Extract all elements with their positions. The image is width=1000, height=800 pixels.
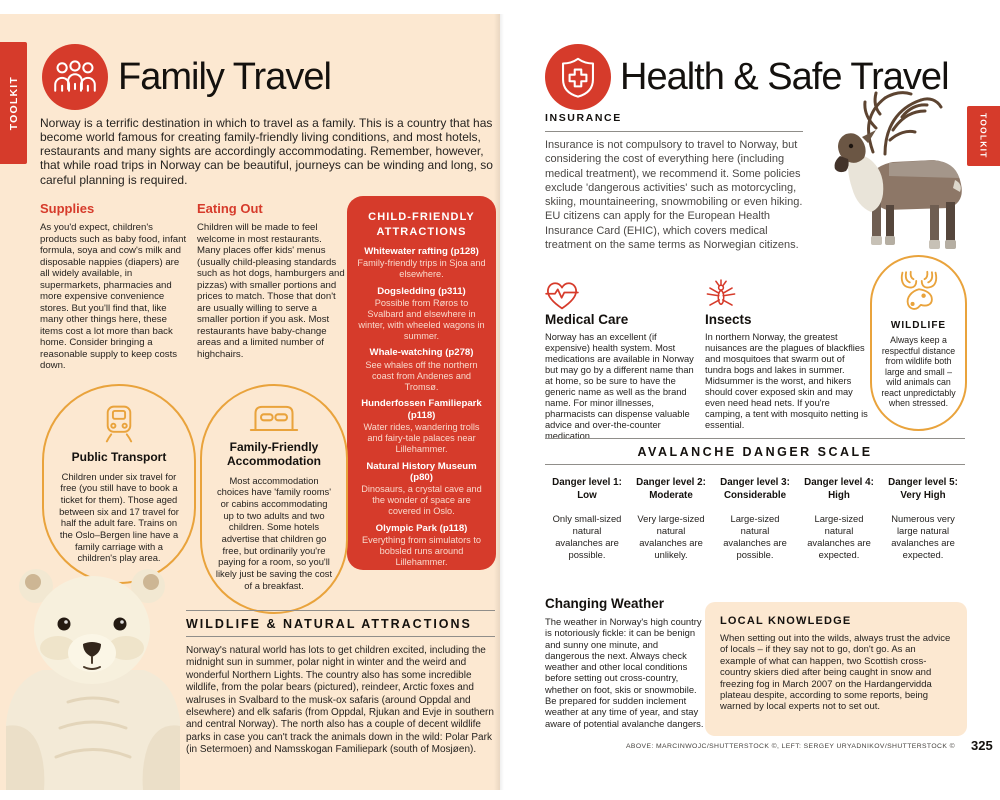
table-row: Danger level 4: High Large-sized natural avalanches are expected. [804, 477, 874, 560]
local-knowledge-heading: LOCAL KNOWLEDGE [720, 615, 852, 627]
mosquito-icon [704, 277, 738, 311]
table-row: Danger level 3: Considerable Large-sized natural avalanches are possible. [720, 477, 790, 560]
wildlife-bubble-body: Always keep a respectful distance from wildlife both large and small – wild animals can react unpredictably when stressed. [881, 335, 956, 409]
moose-icon [893, 269, 945, 315]
toolkit-tab-right-label: TOOLKIT [978, 113, 989, 159]
section-supplies [40, 201, 190, 372]
wildlife-warning-bubble [870, 255, 967, 431]
supplies-heading: Supplies [40, 201, 95, 216]
page-number: 325 [971, 738, 993, 753]
toolkit-tab-left-label: TOOLKIT [7, 75, 20, 131]
eating-out-heading: Eating Out [197, 201, 263, 216]
attractions-heading: CHILD-FRIENDLY ATTRACTIONS [368, 211, 475, 238]
health-safety-badge [545, 44, 611, 110]
child-friendly-attractions-box [347, 196, 496, 570]
photo-credit: ABOVE: MARCINWOJC/SHUTTERSTOCK ©, LEFT: SERGEY URYADNIKOV/SHUTTERSTOCK © [626, 743, 955, 750]
wildlife-attractions-body: Norway's natural world has lots to get children excited, including the midnight sun in summer, polar night in winter and the weird and wonderful Northern Lights. The country also has some incredible wildlife, from the polar bears (pictured), reindeer, Arctic foxes and walruses in Svalbard to the musk-ox safaris (around Oppdal and elsewhere) and elk safaris (from Oppdal, Rjukan and Evje in southern and central Norway). The north also has a couple of decent wildlife parks in case you can't track the animals down in the wild: Polar Park (in Setermoen) and Namsskogan Familiepark (south of Mosjøen). [186, 645, 494, 756]
list-item: Hunderfossen Familiepark (p118) Water rides, wandering trolls and fairy-tale palaces near Lillehammer. [361, 398, 482, 454]
heart-pulse-icon [545, 281, 579, 311]
section-insects [705, 312, 868, 431]
toolkit-tab-right [967, 106, 1000, 166]
list-item: Whale-watching (p278) See whales off the northern coast from Andenes and Tromsø. [365, 347, 478, 392]
medical-shield-icon [559, 56, 597, 99]
wildlife-bubble-heading: WILDLIFE [890, 320, 947, 331]
changing-weather-body: The weather in Norway's high country is notoriously fickle: it can be benign and sunny one minute, and dangerous the next. Always check weather and other local conditions before setting out cross-country, whether on foot, skis or snowmobile. Be prepared for sudden inclement weather at any time of year, and stay aware of potential avalanche dangers. [545, 616, 704, 729]
accommodation-heading: Family-Friendly Accommodation [226, 440, 321, 468]
supplies-body: As you'd expect, children's products such as baby food, infant formula, soya and cow's milk and disposable nappies (diapers) are all widely available, in supermarkets, pharmacies and more expensive convenience stores. But you'll find that, like many other things here, these items cost a lot more than back home. Consider bringing a reasonable supply to keep costs down. [40, 222, 187, 371]
avalanche-danger-scale [545, 438, 965, 560]
table-row: Danger level 5: Very High Numerous very large natural avalanches are expected. [888, 477, 958, 560]
public-transport-heading: Public Transport [71, 450, 167, 464]
insects-body: In northern Norway, the greatest nuisances are the plagues of blackflies and mosquitoes that swarm out of tundra bogs and lakes in summer. Midsummer is the worst, and hikers should cover exposed skin and may even need head nets. If you're camping, a tent with mosquito netting is essential. [705, 332, 868, 430]
polar-bear-cub-photo [0, 552, 188, 790]
wildlife-attractions-heading: WILDLIFE & NATURAL ATTRACTIONS [186, 610, 495, 637]
wildlife-natural-attractions-section [186, 610, 495, 757]
insurance-body: Insurance is not compulsory to travel to Norway, but considering the cost of everything here (including medical treatment), we recommend it. Some policies exclude 'dangerous activities' such as motorcycling, skiing, mountaineering, snowmobiling or even hiking. EU citizens can apply for the European Health Insurance Card (EHIC), which covers medical treatment on the same terms as Norwegian citizens. [545, 139, 803, 252]
list-item: Whitewater rafting (p128) Family-friendly trips in Sjoa and elsewhere. [357, 245, 486, 279]
list-item: Natural History Museum (p80) Dinosaurs, a crystal cave and the wonder of space are covered in Oslo. [361, 460, 482, 516]
accommodation-body: Most accommodation choices have 'family rooms' or cabins accommodating up to two adults and two children. Some hotels advertise that children go free, but ordinarily you're paying for a room, so you'll likely just be saving the cost of a breakfast. [215, 474, 333, 591]
insects-heading: Insects [705, 312, 752, 327]
medical-care-body: Norway has an excellent (if expensive) health system. Most medications are available in Norway but may go by a different name than at home, so be sure to have the generic name as well as the brand name. For minor illnesses, pharmacists can dispense valuable advice and over-the-counter medication. [545, 332, 694, 441]
family-travel-badge [42, 44, 108, 110]
reindeer-photo [826, 88, 978, 256]
local-knowledge-box [705, 602, 967, 736]
accommodation-bubble [200, 384, 348, 614]
page-title-family-travel: Family Travel [118, 56, 331, 98]
toolkit-tab-left [0, 42, 27, 164]
table-row: Danger level 2: Moderate Very large-sized natural avalanches are unlikely. [636, 477, 706, 560]
insurance-heading: INSURANCE [545, 112, 803, 132]
avalanche-levels-row [545, 477, 965, 560]
changing-weather-heading: Changing Weather [545, 596, 665, 611]
section-changing-weather [545, 596, 705, 729]
table-row: Danger level 1: Low Only small-sized natural avalanches are possible. [552, 477, 622, 560]
local-knowledge-body: When setting out into the wilds, always trust the advice of locals – if they say not to go, don't go. As an example of what can happen, two Scottish cross-country skiers died after being caught in snow and freezing fog in March 2007 on the Hardangervidda plateau despite, according to some reports, being warned by local experts not to set out. [720, 633, 951, 713]
eating-out-body: Children will be made to feel welcome in most restaurants. Many places offer kids' menus (usually child-pleasing standards such as hot dogs, hamburgers and pizzas) with smaller portions and prices to match. Those that don't are usually willing to serve a smaller portion if you ask. Most restaurants have baby-change areas and a limited number of highchairs. [197, 222, 345, 360]
bed-icon [249, 402, 299, 434]
section-medical-care [545, 312, 703, 442]
avalanche-heading: AVALANCHE DANGER SCALE [545, 438, 965, 465]
section-eating-out [197, 201, 347, 360]
list-item: Dogsledding (p311) Possible from Røros to Svalbard and elsewhere in winter, with wheeled wagons in summer. [358, 285, 485, 341]
family-travel-intro: Norway is a terrific destination in which to travel as a family. This is a country that has become world famous for creating family-friendly living conditions, and most hotels, restaurants and many sights are accordingly accommodating. Remember, however, that while road trips in Norway can be beautiful, journeys can be winding and long, so careful planning is required. [40, 116, 493, 187]
family-icon [52, 59, 98, 95]
train-icon [99, 404, 139, 444]
page-title-health-safe-travel: Health & Safe Travel [620, 56, 949, 98]
medical-care-heading: Medical Care [545, 312, 629, 327]
public-transport-body: Children under six travel for free (you still have to book a ticket for them). Those aged between six and 17 travel for half the adult fare. Trains on the Oslo–Bergen line have a family carriage with a children's play area. [59, 470, 179, 564]
list-item: Olympic Park (p118) Everything from simulators to bobsled runs around Lillehammer. [362, 522, 481, 567]
